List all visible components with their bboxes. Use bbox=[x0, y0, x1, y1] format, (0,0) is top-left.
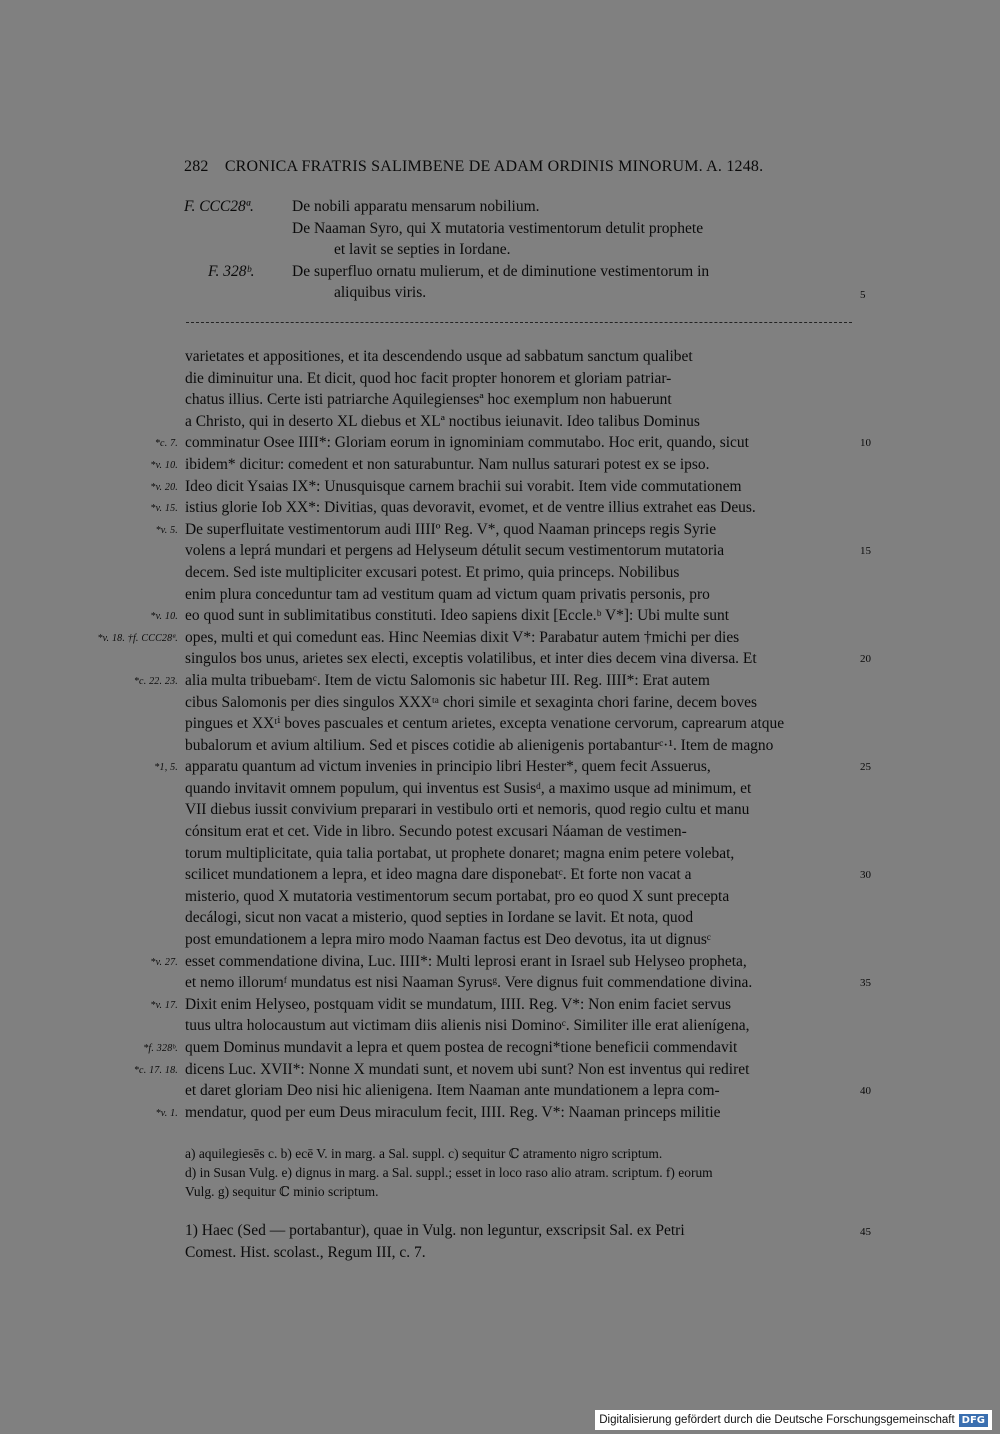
line-text: apparatu quantum ad victum invenies in principio libri Hester*, quem fecit Assuerus, bbox=[185, 758, 711, 776]
margin-reference: *v. 17. bbox=[150, 999, 178, 1011]
margin-reference: *v. 18. †f. CCC28ª. bbox=[97, 632, 178, 644]
dfg-logo: DFG bbox=[959, 1414, 988, 1427]
line-text: alia multa tribuebamᶜ. Item de victu Salomonis sic habetur III. Reg. IIII*: Erat autem bbox=[185, 671, 710, 689]
summary-text: aliquibus viris. bbox=[334, 284, 427, 301]
line-text: scilicet mundationem a lepra, et ideo magna dare disponebatᶜ. Et forte non vacat a bbox=[185, 866, 692, 884]
line-text: De superfluitate vestimentorum audi IIIIº Reg. V*, quod Naaman princeps regis Syrie bbox=[185, 520, 717, 538]
folio-reference: F. CCC28ª. bbox=[184, 198, 254, 215]
margin-reference: *f. 328ᵇ. bbox=[143, 1043, 178, 1054]
line-text: VII diebus iussit convivium preparari in vestibulo orti et nemoris, quod regio cultu et manu bbox=[185, 801, 750, 819]
text-line bbox=[150, 994, 855, 1016]
apparatus-line: d) in Susan Vulg. e) dignus in marg. a Sal. suppl.; esset in loco raso alio atram. scriptum. f) eorum bbox=[185, 1165, 713, 1180]
line-text: cónsitum erat et cet. Vide in libro. Secundo potest excusari Náaman de vestimen- bbox=[185, 823, 687, 841]
text-line bbox=[150, 951, 855, 973]
critical-apparatus bbox=[185, 1144, 855, 1201]
line-text: a Christo, qui in deserto XL diebus et XLª noctibus ieiunavit. Ideo talibus Dominus bbox=[185, 412, 700, 430]
text-line bbox=[185, 799, 855, 821]
line-text: et daret gloriam Deo nisi hic alienigena. Item Naaman ante mundationem a lepra com- bbox=[185, 1082, 720, 1100]
summary-entry bbox=[184, 282, 864, 304]
line-text: die diminuitur una. Et dicit, quod hoc facit propter honorem et gloriam patriar- bbox=[185, 369, 672, 387]
text-line bbox=[154, 432, 871, 454]
line-text: dicens Luc. XVII*: Nonne X mundati sunt, et novem ubi sunt? Non est inventus qui rediret bbox=[185, 1060, 750, 1078]
line-text: eo quod sunt in sublimitatibus constituti. Ideo sapiens dixit [Eccle.ᵇ V*]: Ubi multe sunt bbox=[185, 607, 730, 625]
text-line bbox=[185, 584, 855, 606]
text-line bbox=[185, 648, 871, 670]
line-number: 5 bbox=[860, 289, 866, 301]
text-line bbox=[185, 713, 855, 735]
line-text: misterio, quod X mutatoria vestimentorum secum portabat, pro eo quod X sunt precepta bbox=[185, 887, 730, 905]
line-text: opes, multi et qui comedunt eas. Hinc Neemias dixit V*: Parabatur autem †michi per dies bbox=[185, 628, 740, 646]
text-line bbox=[143, 1037, 855, 1059]
line-number: 40 bbox=[860, 1085, 871, 1098]
text-line bbox=[155, 1102, 855, 1124]
line-text: torum multiplicitate, quia talia portabat, ut prophete donaret; magna enim petere volebat, bbox=[185, 844, 735, 862]
text-line bbox=[185, 346, 855, 368]
line-text: quando invitavit omnem populum, qui inventus est Susisᵈ, a maximo usque ad minimum, et bbox=[185, 779, 752, 797]
text-line bbox=[155, 519, 855, 541]
text-line bbox=[185, 692, 855, 714]
line-text: quem Dominus mundavit a lepra et quem postea de recogni*tione beneficii commendavit bbox=[185, 1039, 738, 1056]
running-title: CRONICA FRATRIS SALIMBENE DE ADAM ORDINIS MINORUM. A. 1248. bbox=[224, 158, 764, 175]
separator-rule bbox=[186, 322, 852, 323]
summary-text: et lavit se septies in Iordane. bbox=[334, 241, 511, 258]
line-number: 30 bbox=[860, 869, 871, 882]
main-text bbox=[97, 346, 871, 1123]
line-number: 15 bbox=[860, 545, 871, 558]
page-number: 282 bbox=[184, 158, 209, 175]
summary-entry bbox=[184, 239, 864, 261]
text-line bbox=[185, 778, 855, 800]
margin-reference: *v. 20. bbox=[150, 481, 178, 493]
text-line bbox=[185, 929, 855, 951]
line-text: istius glorie Iob XX*: Divitias, quas devoravit, evomet, et de ventre illius extrahet eas Deus. bbox=[185, 499, 756, 517]
line-text: cibus Salomonis per dies singulos XXXᵗᵃ chori simile et sexaginta chori farine, decem boves bbox=[185, 693, 757, 711]
text-line bbox=[133, 1059, 855, 1081]
text-line bbox=[185, 886, 855, 908]
text-line bbox=[185, 540, 871, 562]
text-line bbox=[150, 605, 855, 627]
margin-reference: *v. 27. bbox=[150, 956, 178, 968]
footnote-line: 1) Haec (Sed — portabantur), quae in Vulg. non leguntur, exscripsit Sal. ex Petri 45 bbox=[185, 1220, 865, 1242]
text-line bbox=[133, 670, 855, 692]
line-text: tuus ultra holocaustum aut victimam diis alienis nisi Dominoᶜ. Similiter ille erat alienígena, bbox=[185, 1017, 750, 1035]
summary-text: De Naaman Syro, qui X mutatoria vestimentorum detulit prophete bbox=[292, 219, 704, 237]
text-line bbox=[185, 1080, 871, 1102]
margin-reference: *c. 17. 18. bbox=[133, 1064, 178, 1076]
margin-reference: *v. 10. bbox=[150, 459, 178, 471]
summary-text: De superfluo ornatu mulierum, et de diminutione vestimentorum in bbox=[292, 262, 710, 280]
line-text: esset commendatione divina, Luc. IIII*: Multi leprosi erant in Israel sub Helyseo propheta, bbox=[185, 952, 747, 970]
margin-reference: *c. 7. bbox=[154, 438, 178, 450]
footnote bbox=[185, 1220, 871, 1264]
margin-reference: *v. 15. bbox=[150, 503, 178, 515]
footnote-line: Comest. Hist. scolast., Regum III, c. 7. bbox=[185, 1244, 426, 1261]
summary-entry bbox=[184, 218, 864, 240]
text-line bbox=[185, 864, 871, 886]
line-text: volens a leprá mundari et pergens ad Helyseum détulit secum vestimentorum mutatoria bbox=[185, 542, 725, 560]
line-number: 20 bbox=[860, 653, 871, 666]
text-line bbox=[150, 476, 855, 498]
text-line bbox=[97, 627, 855, 649]
line-text: bubalorum et avium altilium. Sed et pisces cotidie ab alienigenis portabanturᶜ·¹. Item de magno bbox=[185, 736, 774, 754]
text-line bbox=[150, 497, 855, 519]
folio-reference: F. 328ᵇ. bbox=[208, 262, 255, 280]
summary-text: De nobili apparatu mensarum nobilium. bbox=[292, 198, 540, 215]
margin-reference: *v. 10. bbox=[150, 611, 178, 623]
apparatus-line: a) aquilegiesēs c. b) ecē V. in marg. a Sal. suppl. c) sequitur ℂ atramento nigro scriptum. bbox=[185, 1146, 663, 1161]
line-text: ibidem* dicitur: comedent et non saturabuntur. Nam nullus saturari potest ex se ipso. bbox=[185, 455, 710, 473]
text-line bbox=[185, 411, 855, 433]
text-line bbox=[185, 1015, 855, 1037]
line-text: enim plura conceduntur tam ad vestitum quam ad victum quam privatis personis, pro bbox=[185, 585, 710, 603]
text-line bbox=[150, 454, 855, 476]
margin-reference: *v. 5. bbox=[155, 524, 178, 536]
funding-footer bbox=[595, 1410, 992, 1430]
text-line bbox=[185, 389, 855, 411]
text-line bbox=[185, 368, 855, 390]
text-line bbox=[185, 843, 855, 865]
text-line bbox=[185, 972, 871, 994]
text-line bbox=[185, 562, 855, 584]
line-text: decálogi, sicut non vacat a misterio, quod septies in Iordane se lavit. Et nota, quod bbox=[185, 909, 694, 927]
line-text: et nemo illorumᶠ mundatus est nisi Naaman Syrusᵍ. Vere dignus fuit commendatione divina. bbox=[185, 974, 753, 992]
line-text: post emundationem a lepra miro modo Naaman factus est Deo devotus, ita ut dignusᶜ bbox=[185, 931, 711, 949]
text-line bbox=[185, 907, 855, 929]
line-number: 25 bbox=[860, 761, 871, 774]
line-text: chatus illius. Certe isti patriarche Aquilegiensesª hoc exemplum non habuerunt bbox=[185, 391, 672, 409]
summary-entry bbox=[184, 196, 864, 218]
line-number: 35 bbox=[860, 977, 871, 990]
margin-reference: *1, 5. bbox=[154, 762, 178, 774]
line-number: 45 bbox=[860, 1226, 871, 1238]
margin-reference: *v. 1. bbox=[155, 1107, 178, 1119]
line-text: comminatur Osee IIII*: Gloriam eorum in ignominiam commutabo. Hoc erit, quando, sicut bbox=[185, 434, 749, 452]
line-text: singulos bos unus, arietes sex electi, exceptis volatilibus, et inter dies decem vina diversa. Et bbox=[185, 650, 757, 668]
funding-text: Digitalisierung gefördert durch die Deutsche Forschungsgemeinschaft bbox=[599, 1414, 955, 1426]
line-text: varietates et appositiones, et ita descendendo usque ad sabbatum sanctum qualibet bbox=[185, 348, 693, 365]
line-number: 10 bbox=[860, 437, 871, 450]
chapter-summary bbox=[184, 196, 864, 304]
line-text: Dixit enim Helyseo, postquam vidit se mundatum, IIII. Reg. V*: Non enim faciet servus bbox=[185, 995, 732, 1013]
line-text: decem. Sed iste multipliciter excusari potest. Et primo, quia princeps. Nobilibus bbox=[185, 563, 680, 581]
apparatus-line: Vulg. g) sequitur ℂ minio scriptum. bbox=[185, 1184, 379, 1199]
line-text: mendatur, quod per eum Deus miraculum fecit, IIII. Reg. V*: Naaman princeps militie bbox=[185, 1103, 721, 1121]
text-line bbox=[185, 735, 855, 757]
line-text: pingues et XXᵗⁱ boves pascuales et centum arietes, excepta venatione cervorum, caprearum atque bbox=[185, 715, 785, 733]
margin-reference: *c. 22. 23. bbox=[133, 675, 178, 687]
text-line bbox=[154, 756, 871, 778]
running-header bbox=[184, 158, 864, 176]
summary-entry bbox=[184, 261, 864, 283]
line-text: Ideo dicit Ysaias IX*: Unusquisque carnem brachii sui vorabit. Item vide commutationem bbox=[185, 477, 742, 495]
text-line bbox=[185, 821, 855, 843]
